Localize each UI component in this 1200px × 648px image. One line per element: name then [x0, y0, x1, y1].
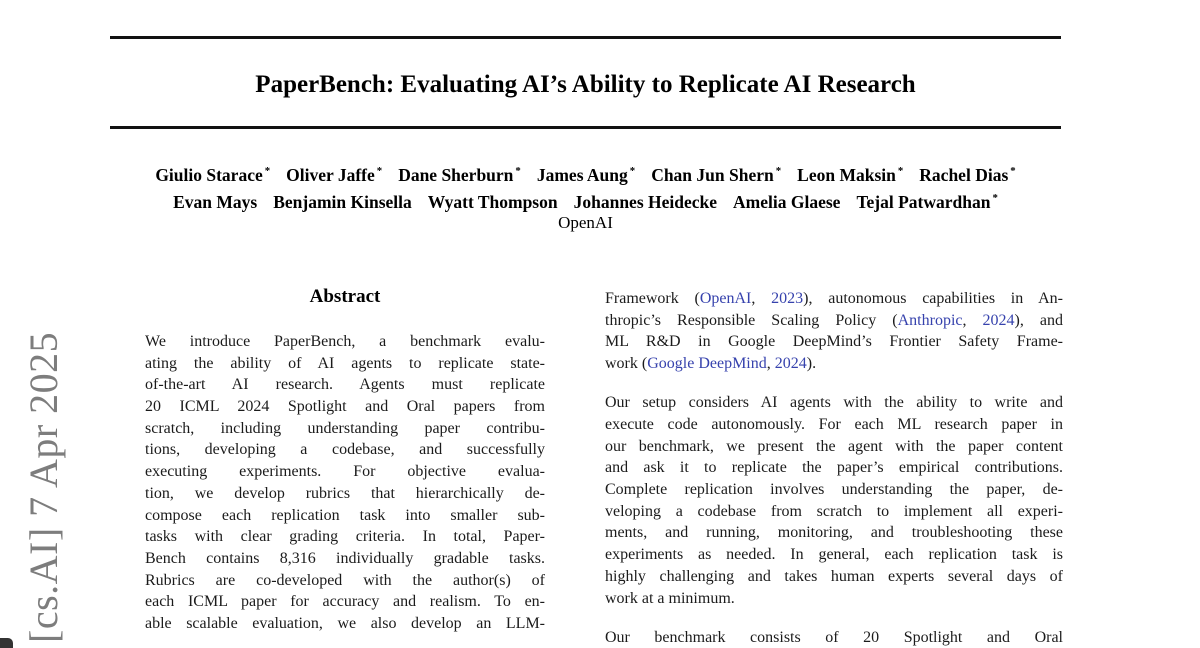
text-line [145, 418, 545, 440]
text-run: ating the ability of AI agents to replicate state- [145, 354, 545, 372]
text-line [605, 588, 1063, 610]
author-name: Oliver Jaffe * [286, 164, 383, 185]
text-run: veloping a codebase from scratch to implement all experi- [605, 502, 1063, 520]
text-run: tions, developing a codebase, and successfully [145, 441, 545, 459]
text-run: ), and [1014, 311, 1064, 329]
text-line [145, 439, 545, 461]
text-run: Rubrics are co-developed with the author(s) of [145, 571, 545, 589]
citation-link[interactable]: 2024 [982, 311, 1015, 329]
text-run: compose each replication task into smaller sub- [145, 506, 545, 524]
author-name: Wyatt Thompson [427, 191, 558, 212]
text-run: highly challenging and takes human experts several days of [605, 567, 1063, 585]
text-line [145, 613, 545, 635]
author-footnote-marker: * [1010, 165, 1016, 177]
text-run: our benchmark, we present the agent with the paper content [605, 437, 1063, 455]
text-line [145, 374, 545, 396]
text-line [605, 627, 1063, 648]
citation-link[interactable]: Anthropic [897, 311, 963, 329]
author-footnote-marker: * [515, 165, 521, 177]
arxiv-category-stamp: [cs.AI] 7 Apr 2025 [21, 331, 66, 643]
text-line [605, 522, 1063, 544]
text-run: Our benchmark consists of 20 Spotlight and Oral [605, 628, 1063, 646]
text-run: Complete replication involves understanding the paper, de- [605, 481, 1063, 499]
author-name: Dane Sherburn * [398, 164, 521, 185]
text-run: , [962, 311, 983, 329]
text-run: Our setup considers AI agents with the ability to write and [605, 394, 1063, 412]
affiliation: OpenAI [558, 213, 613, 232]
text-line [145, 505, 545, 527]
abstract-heading: Abstract [309, 286, 381, 307]
text-line [605, 457, 1063, 479]
text-run: , [751, 290, 772, 307]
text-run: scratch, including understanding paper contribu- [145, 419, 545, 437]
text-run: and ask it to replicate the paper’s empirical contributions. [605, 459, 1063, 477]
text-line [605, 566, 1063, 588]
text-run: executing experiments. For objective evalua- [145, 463, 545, 481]
text-line [605, 479, 1063, 501]
text-line [145, 353, 545, 375]
author-footnote-marker: * [897, 165, 904, 177]
author-footnote-marker: * [629, 165, 636, 177]
title-rule-top [110, 36, 1061, 39]
text-run: of-the-art AI research. Agents must replicate [145, 376, 545, 394]
text-line [145, 331, 545, 353]
paragraph [605, 288, 1063, 375]
right-column-text [605, 288, 1063, 648]
text-run: ML R&D in Google DeepMind’s Frontier Safety Frame- [605, 333, 1063, 351]
text-line [605, 544, 1063, 566]
citation-link[interactable]: Google DeepMind [647, 355, 767, 373]
text-run: ), autonomous capabilities in An- [803, 290, 1063, 307]
author-name: Johannes Heidecke [573, 191, 718, 212]
abstract-text [145, 331, 545, 635]
text-run: We introduce PaperBench, a benchmark evalu- [145, 333, 545, 350]
citation-link[interactable]: 2024 [774, 355, 807, 373]
text-line [145, 591, 545, 613]
text-run: experiments as needed. In general, each replication task is [605, 546, 1063, 564]
author-name: Giulio Starace * [155, 164, 271, 185]
paragraph [605, 627, 1063, 648]
author-name: Tejal Patwardhan * [856, 191, 998, 212]
text-run: 20 ICML 2024 Spotlight and Oral papers from [145, 398, 545, 416]
authors-line-2 [110, 186, 1061, 214]
text-line [605, 353, 1063, 375]
text-line [145, 526, 545, 548]
text-run: each ICML paper for accuracy and realism. To en- [145, 593, 545, 611]
text-run: ). [806, 355, 817, 373]
text-line [145, 570, 545, 592]
paper-title: PaperBench: Evaluating AI’s Ability to Replicate AI Research [255, 71, 916, 98]
author-name: Evan Mays [173, 191, 258, 212]
text-line [145, 396, 545, 418]
text-line [605, 331, 1063, 353]
author-name: Benjamin Kinsella [273, 191, 412, 212]
text-run: , [766, 355, 775, 373]
citation-link[interactable]: 2023 [771, 290, 804, 307]
author-footnote-marker: * [992, 192, 998, 204]
text-run: ments, and running, monitoring, and troubleshooting these [605, 524, 1063, 542]
text-run: thropic’s Responsible Scaling Policy ( [605, 311, 898, 329]
text-line [605, 288, 1063, 310]
author-name: Chan Jun Shern * [651, 164, 782, 185]
page-corner-artifact [0, 638, 13, 648]
author-footnote-marker: * [264, 165, 271, 177]
paragraph [605, 392, 1063, 609]
author-name: Amelia Glaese [733, 191, 841, 212]
author-name: James Aung * [536, 164, 636, 185]
author-name: Leon Maksin * [797, 164, 904, 185]
text-line [605, 436, 1063, 458]
text-run: tasks with clear grading criteria. In total, Paper- [145, 528, 545, 546]
text-run: able scalable evaluation, we also develop an LLM- [145, 614, 545, 632]
text-run: tion, we develop rubrics that hierarchically de- [145, 484, 545, 502]
text-run: Framework ( [605, 290, 700, 307]
text-run: work ( [605, 355, 648, 373]
text-run: execute code autonomously. For each ML research paper in [605, 416, 1063, 434]
text-run: work at a minimum. [605, 589, 735, 607]
authors-line-1 [110, 159, 1061, 187]
citation-link[interactable]: OpenAI [699, 290, 752, 307]
text-line [145, 548, 545, 570]
text-line [605, 501, 1063, 523]
text-line [145, 461, 545, 483]
text-run: Bench contains 8,316 individually gradable tasks. [145, 549, 545, 567]
title-rule-bottom [110, 126, 1061, 129]
text-line [145, 483, 545, 505]
text-line [605, 414, 1063, 436]
text-line [605, 392, 1063, 414]
author-name: Rachel Dias * [919, 164, 1016, 185]
author-footnote-marker: * [775, 165, 782, 177]
text-line [605, 310, 1063, 332]
author-footnote-marker: * [376, 165, 383, 177]
